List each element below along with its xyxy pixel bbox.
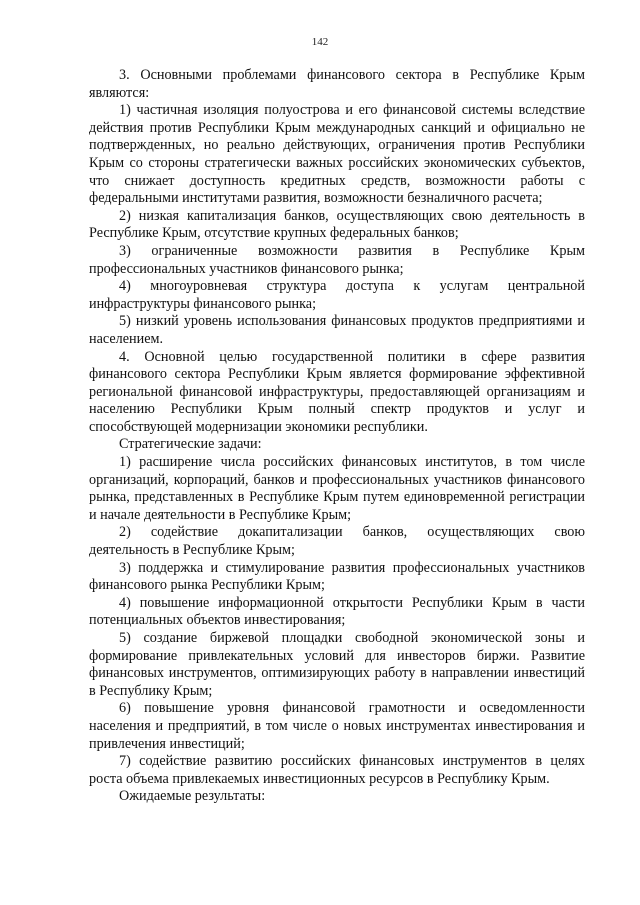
paragraph-main-goal: 4. Основной целью государственной политики в сфере развития финансового сектора Республики Крым является формирование эффективной региональной финансовой инфраструктуры, предоставляющей организациям и населению Республики Крым полный спектр продуктов и услуг и способствующей модернизации экономики республики.: [89, 348, 585, 435]
paragraph-problems-heading: 3. Основными проблемами финансового сектора в Республике Крым являются:: [89, 67, 585, 101]
paragraph-task-6: 6) повышение уровня финансовой грамотности и осведомленности населения и предприятий, в том числе о новых инструментах инвестирования и привлечения инвестиций;: [89, 700, 585, 752]
paragraph-problem-4: 4) многоуровневая структура доступа к услугам центральной инфраструктуры финансового рынка;: [89, 278, 585, 312]
paragraph-task-4: 4) повышение информационной открытости Республики Крым в части потенциальных объектов инвестирования;: [89, 594, 585, 629]
paragraph-problem-3: 3) ограниченные возможности развития в Республике Крым профессиональных участников финансового рынка;: [89, 242, 585, 277]
paragraph-task-2: 2) содействие докапитализации банков, осуществляющих свою деятельность в Республике Крым;: [89, 524, 585, 559]
paragraph-task-3: 3) поддержка и стимулирование развития профессиональных участников финансового рынка Республики Крым;: [89, 559, 585, 594]
paragraph-strategic-tasks-heading: Стратегические задачи:: [119, 436, 262, 453]
paragraph-task-5: 5) создание биржевой площадки свободной экономической зоны и формирование привлекательных условий для инвесторов биржи. Развитие финансовых инструментов, оптимизирующих работу в направлении инвестиций в Республику Крым;: [89, 630, 585, 699]
document-body: [89, 67, 585, 806]
paragraph-problem-1: 1) частичная изоляция полуострова и его финансовой системы вследствие действия против Республики Крым международных санкций и официально не подтвержденных, но реально действующих, ограничения против Республики Крым со стороны стратегически важных российских экономических субъектов, что снижает доступность кредитных средств, возможности работы с федеральными институтами развития, возможности безналичного расчета;: [89, 102, 585, 207]
paragraph-problem-5: 5) низкий уровень использования финансовых продуктов предприятиями и населением.: [89, 313, 585, 347]
paragraph-problem-2: 2) низкая капитализация банков, осуществляющих свою деятельность в Республике Крым, отсутствие крупных федеральных банков;: [89, 207, 585, 242]
page-number: 142: [311, 36, 329, 48]
paragraph-expected-results-heading: Ожидаемые результаты:: [119, 788, 266, 805]
paragraph-task-7: 7) содействие развитию российских финансовых инструментов в целях роста объема привлекаемых инвестиционных ресурсов в Республику Крым.: [89, 753, 585, 787]
paragraph-task-1: 1) расширение числа российских финансовых институтов, в том числе организаций, корпораций, банков и профессиональных участников финансового рынка, представленных в Республике Крым путем единовременной регистрации и начале деятельности в Республике Крым;: [89, 454, 585, 523]
